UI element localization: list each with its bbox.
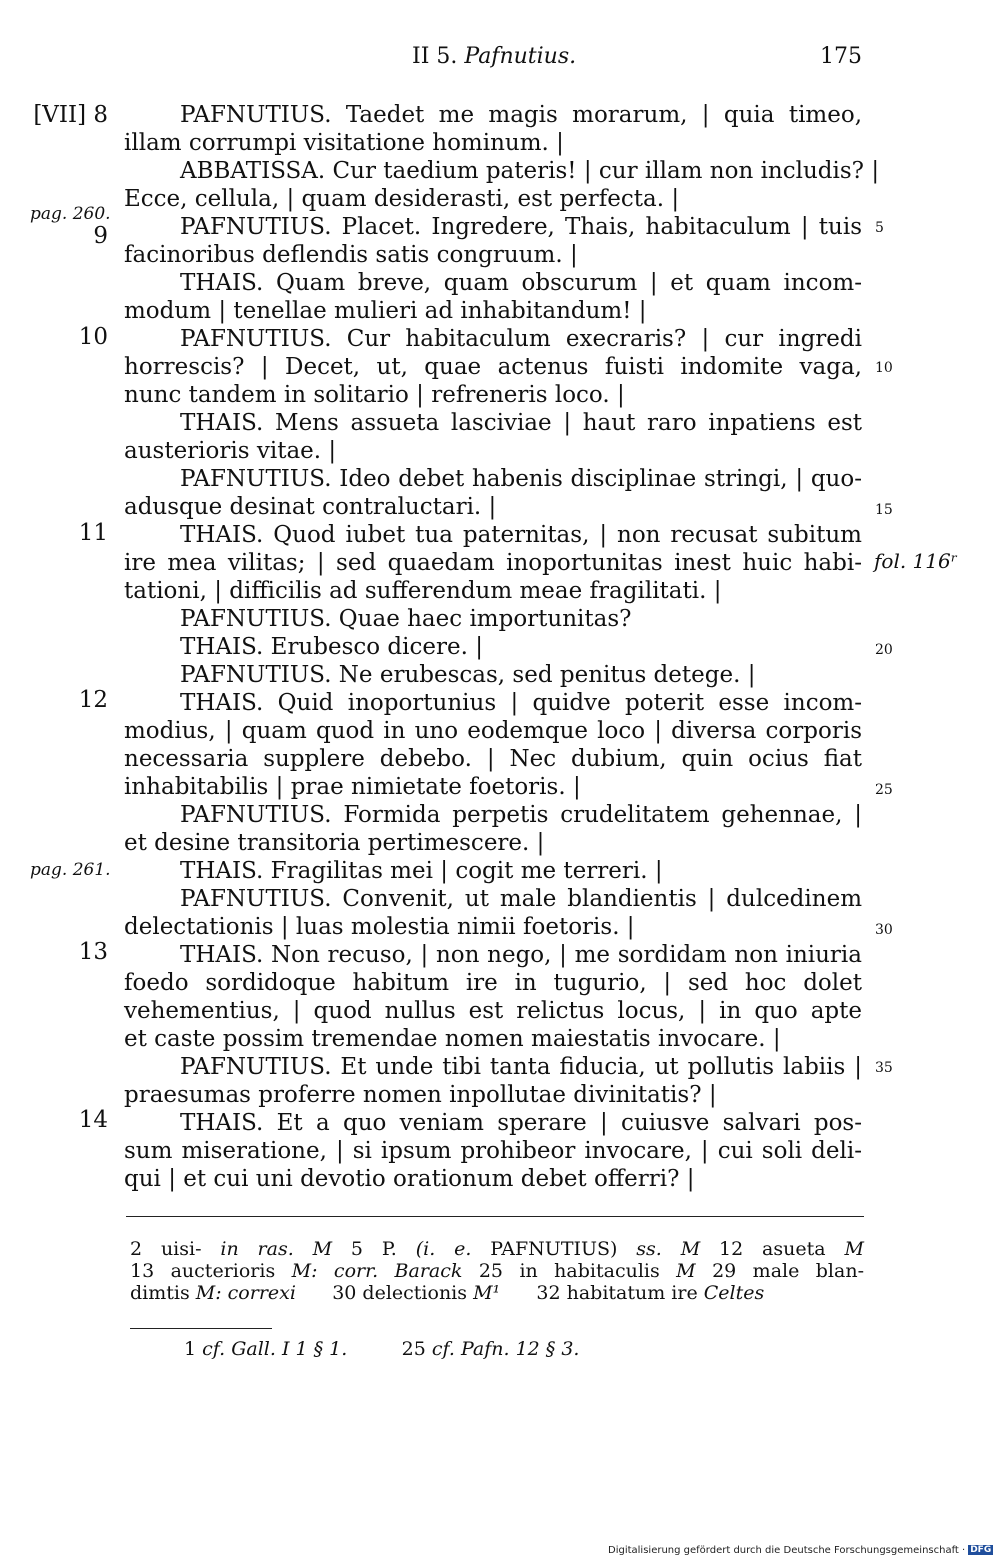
text-line: THAIS. Quam breve, quam obscurum | et quam incom- [180, 270, 862, 296]
apparatus-entry: 2 uisi- [130, 1238, 202, 1260]
text-line: PAFNUTIUS. Quae haec importunitas? [180, 606, 632, 632]
text-line: nunc tandem in solitario | refreneris loco. | [124, 382, 625, 408]
dfg-logo-icon: DFG [970, 1545, 992, 1555]
dfg-footer [608, 1545, 993, 1556]
text-line: foedo sordidoque habitum ire in tugurio, | sed hoc dolet [124, 970, 862, 996]
text-line: PAFNUTIUS. Convenit, ut male blandientis | dulcedinem [180, 886, 862, 912]
running-title-prefix: II 5. [412, 44, 458, 69]
line-number: 15 [875, 502, 893, 518]
text-line: PAFNUTIUS. Placet. Ingredere, Thais, habitaculum | tuis [180, 214, 862, 240]
text-line: PAFNUTIUS. Formida perpetis crudelitatem gehennae, | [180, 802, 862, 828]
apparatus-line [130, 1260, 864, 1282]
apparatus-entry: ss. M [636, 1238, 701, 1260]
testimonia-entry: 25 [401, 1338, 426, 1360]
section-number: 12 [78, 687, 108, 713]
text-line: et caste possim tremendae nomen maiestatis invocare. | [124, 1026, 781, 1052]
text-line: sum miseratione, | si ipsum prohibeor invocare, | cui soli deli- [124, 1138, 862, 1164]
text-line: THAIS. Erubesco dicere. | [180, 634, 483, 660]
apparatus-entry: PAFNUTIUS) [490, 1238, 618, 1260]
section-number: [VII] 8 [33, 102, 108, 128]
page-reference: pag. 261. [30, 860, 111, 880]
testimonia-entry: cf. Pafn. 12 § 3. [431, 1338, 580, 1360]
apparatus-entry: in ras. M [220, 1238, 333, 1260]
apparatus-entry: Celtes [703, 1282, 765, 1304]
text-line: delectationis | luas molestia nimii foetoris. | [124, 914, 635, 940]
text-line: THAIS. Mens assueta lasciviae | haut raro inpatiens est [180, 410, 862, 436]
text-line: horrescis? | Decet, ut, quae actenus fuisti indomite vaga, [124, 354, 862, 380]
text-line: adusque desinat contraluctari. | [124, 494, 497, 520]
apparatus-entry: 25 in habitaculis [478, 1260, 660, 1282]
text-line: PAFNUTIUS. Cur habitaculum execraris? | cur ingredi [180, 326, 862, 352]
apparatus-entry: dimtis [130, 1282, 190, 1304]
text-line: THAIS. Quod iubet tua paternitas, | non recusat subitum [180, 522, 862, 548]
text-line: inhabitabilis | prae nimietate foetoris. | [124, 774, 581, 800]
text-line: tationi, | difficilis ad sufferendum meae fragilitati. | [124, 578, 722, 604]
dfg-footer-text: Digitalisierung gefördert durch die Deutsche Forschungsgemeinschaft · [608, 1545, 966, 1556]
apparatus-entry: M: correxi [195, 1282, 296, 1304]
apparatus-entry: M: corr. Barack [291, 1260, 463, 1282]
apparatus-entry: 29 male blan- [712, 1260, 864, 1282]
text-line: austerioris vitae. | [124, 438, 337, 464]
text-line: THAIS. Non recuso, | non nego, | me sordidam non iniuria [180, 942, 862, 968]
apparatus-entry: 5 P. [350, 1238, 397, 1260]
text-line: praesumas proferre nomen inpollutae divinitatis? | [124, 1082, 717, 1108]
text-line: qui | et cui uni devotio orationum debet offerri? | [124, 1166, 695, 1192]
running-title [412, 44, 576, 69]
apparatus-entry: M [844, 1238, 864, 1260]
text-line: THAIS. Quid inoportunius | quidve poterit esse incom- [180, 690, 862, 716]
text-line: vehementius, | quod nullus est relictus locus, | in quo apte [124, 998, 862, 1024]
apparatus-entry: 12 asueta [719, 1238, 826, 1260]
section-number: 14 [78, 1107, 108, 1133]
line-number: 30 [875, 922, 893, 938]
line-number: 10 [875, 360, 893, 376]
line-number: 5 [875, 220, 884, 236]
section-number: 10 [78, 324, 108, 350]
apparatus-line [130, 1282, 864, 1304]
text-line: PAFNUTIUS. Ne erubescas, sed penitus detege. | [180, 662, 756, 688]
apparatus-entry: M¹ [473, 1282, 501, 1304]
testimonia-entry: 1 [184, 1338, 197, 1360]
text-line: PAFNUTIUS. Et unde tibi tanta fiducia, ut pollutis labiis | [180, 1054, 862, 1080]
apparatus-entry: (i. e. [415, 1238, 472, 1260]
running-title-italic: Pafnutius. [464, 44, 577, 69]
text-line: THAIS. Et a quo veniam sperare | cuiusve salvari pos- [180, 1110, 862, 1136]
section-number: 13 [78, 939, 108, 965]
text-line: necessaria supplere debebo. | Nec dubium, quin ocius fiat [124, 746, 862, 772]
text-line: PAFNUTIUS. Ideo debet habenis disciplinae stringi, | quo- [180, 466, 862, 492]
page-reference: pag. 260. [30, 204, 111, 224]
text-line: illam corrumpi visitatione hominum. | [124, 130, 564, 156]
apparatus-divider [126, 1216, 864, 1217]
apparatus-entry: 32 habitatum ire [536, 1282, 698, 1304]
apparatus-line [130, 1238, 864, 1260]
apparatus-entry: 30 delectionis [332, 1282, 468, 1304]
folio-reference: fol. 116ʳ [874, 549, 958, 573]
page-number: 175 [820, 44, 862, 69]
text-line: modius, | quam quod in uno eodemque loco | diversa corporis [124, 718, 862, 744]
text-line: ABBATISSA. Cur taedium pateris! | cur illam non includis? | [180, 158, 880, 184]
line-number: 20 [875, 642, 893, 658]
text-line: facinoribus deflendis satis congruum. | [124, 242, 578, 268]
line-number: 25 [875, 782, 893, 798]
testimonia-entry: cf. Gall. I 1 § 1. [202, 1338, 348, 1360]
text-line: THAIS. Fragilitas mei | cogit me terreri. | [180, 858, 663, 884]
apparatus-entry: 13 aucterioris [130, 1260, 276, 1282]
line-number: 35 [875, 1060, 893, 1076]
apparatus-entry: M [676, 1260, 696, 1282]
testimonia-line [184, 1338, 579, 1360]
text-line: Ecce, cellula, | quam desiderasti, est perfecta. | [124, 186, 680, 212]
testimonia-divider [130, 1328, 272, 1329]
section-number: 11 [78, 520, 108, 546]
text-line: PAFNUTIUS. Taedet me magis morarum, | quia timeo, [180, 102, 862, 128]
section-number: 9 [93, 223, 108, 249]
text-line: et desine transitoria pertimescere. | [124, 830, 545, 856]
text-line: ire mea vilitas; | sed quaedam inoportunitas inest huic habi- [124, 550, 862, 576]
text-line: modum | tenellae mulieri ad inhabitandum! | [124, 298, 647, 324]
